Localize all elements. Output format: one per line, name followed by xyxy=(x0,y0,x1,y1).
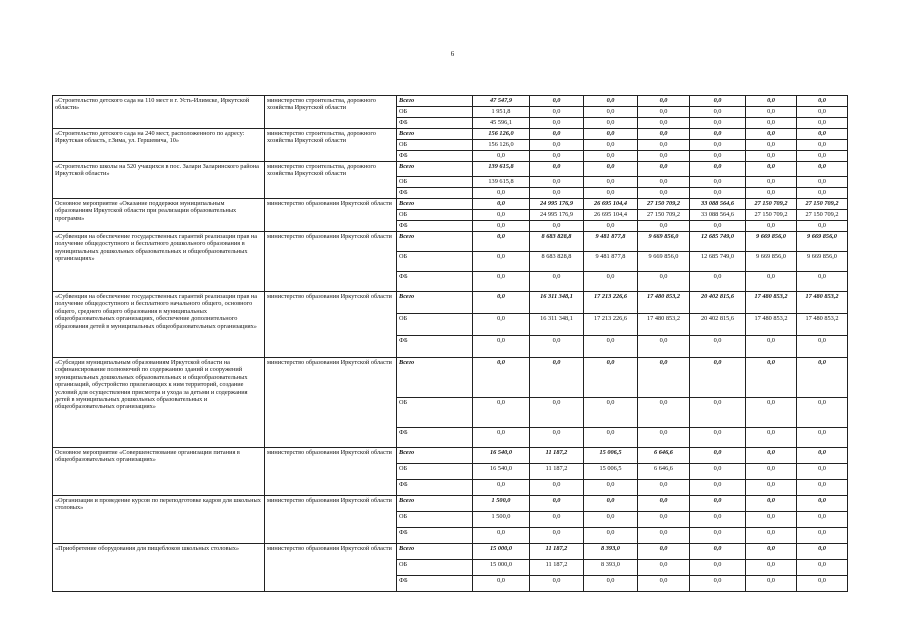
amount-cell: 0,0 xyxy=(797,544,848,560)
amount-cell: 0,0 xyxy=(638,398,690,428)
amount-cell: 0,0 xyxy=(584,528,638,544)
amount-cell: 12 685 749,0 xyxy=(690,232,746,252)
amount-cell: 0,0 xyxy=(638,118,690,129)
amount-cell: 0,0 xyxy=(746,428,797,448)
amount-cell: 15 006,5 xyxy=(584,448,638,464)
amount-cell: 11 187,2 xyxy=(530,448,584,464)
amount-cell: 0,0 xyxy=(530,188,584,199)
amount-cell: 0,0 xyxy=(638,528,690,544)
amount-cell: 0,0 xyxy=(530,177,584,188)
amount-cell: 0,0 xyxy=(797,358,848,398)
amount-cell: 0,0 xyxy=(584,480,638,496)
amount-cell: 27 150 709,2 xyxy=(746,199,797,210)
funding-source: ФБ xyxy=(397,221,473,232)
amount-cell: 0,0 xyxy=(473,314,530,336)
amount-cell: 0,0 xyxy=(797,428,848,448)
funding-source: ФБ xyxy=(397,151,473,162)
amount-cell: 0,0 xyxy=(473,221,530,232)
table-row-total xyxy=(53,292,848,314)
amount-cell: 0,0 xyxy=(473,252,530,272)
amount-cell: 11 187,2 xyxy=(530,544,584,560)
funding-source: Всего xyxy=(397,162,473,177)
executor-name: министерство образования Иркутской области xyxy=(265,358,397,448)
amount-cell: 17 213 226,6 xyxy=(584,314,638,336)
amount-cell: 0,0 xyxy=(638,560,690,576)
amount-cell: 0,0 xyxy=(797,528,848,544)
table-row-total xyxy=(53,358,848,398)
activity-name: «Субвенция на обеспечение государственных гарантий реализации прав на получение общедоступного и бесплатного начального общего, основного общего, среднего общего образования в муниципальных общеобразовательных организациях, обеспечение дополнительного образования детей в муниципальных общеобразовательных организациях» xyxy=(53,292,265,358)
amount-cell: 0,0 xyxy=(797,398,848,428)
amount-cell: 0,0 xyxy=(746,151,797,162)
amount-cell: 0,0 xyxy=(473,199,530,210)
funding-source: ОБ xyxy=(397,560,473,576)
amount-cell: 0,0 xyxy=(690,107,746,118)
funding-source: ФБ xyxy=(397,336,473,358)
amount-cell: 0,0 xyxy=(690,358,746,398)
amount-cell: 9 669 856,0 xyxy=(638,232,690,252)
funding-source: Всего xyxy=(397,232,473,252)
amount-cell: 0,0 xyxy=(797,560,848,576)
amount-cell: 0,0 xyxy=(797,151,848,162)
amount-cell: 24 995 176,9 xyxy=(530,210,584,221)
amount-cell: 139 615,8 xyxy=(473,177,530,188)
amount-cell: 0,0 xyxy=(638,107,690,118)
amount-cell: 0,0 xyxy=(690,528,746,544)
amount-cell: 0,0 xyxy=(797,107,848,118)
amount-cell: 0,0 xyxy=(797,464,848,480)
amount-cell: 0,0 xyxy=(638,480,690,496)
amount-cell: 33 088 564,6 xyxy=(690,210,746,221)
amount-cell: 26 695 104,4 xyxy=(584,210,638,221)
funding-source: ОБ xyxy=(397,140,473,151)
amount-cell: 0,0 xyxy=(797,448,848,464)
amount-cell: 0,0 xyxy=(746,336,797,358)
activity-name: Основное мероприятие «Оказание поддержки муниципальным образованиям Иркутской области при реализации образовательных программ» xyxy=(53,199,265,232)
amount-cell: 0,0 xyxy=(530,96,584,107)
amount-cell: 0,0 xyxy=(473,232,530,252)
amount-cell: 0,0 xyxy=(584,129,638,140)
executor-name: министерство образования Иркутской области xyxy=(265,232,397,292)
amount-cell: 0,0 xyxy=(530,428,584,448)
amount-cell: 0,0 xyxy=(473,428,530,448)
amount-cell: 0,0 xyxy=(638,496,690,512)
amount-cell: 15 006,5 xyxy=(584,464,638,480)
funding-source: ФБ xyxy=(397,528,473,544)
amount-cell: 16 540,0 xyxy=(473,448,530,464)
amount-cell: 0,0 xyxy=(690,464,746,480)
funding-source: ОБ xyxy=(397,210,473,221)
amount-cell: 0,0 xyxy=(473,528,530,544)
amount-cell: 0,0 xyxy=(690,221,746,232)
amount-cell: 0,0 xyxy=(797,140,848,151)
amount-cell: 0,0 xyxy=(638,140,690,151)
amount-cell: 0,0 xyxy=(746,512,797,528)
amount-cell: 0,0 xyxy=(746,576,797,592)
amount-cell: 0,0 xyxy=(690,544,746,560)
amount-cell: 0,0 xyxy=(530,480,584,496)
activity-name: «Приобретение оборудования для пищеблоков школьных столовых» xyxy=(53,544,265,592)
activity-name: «Строительство детского сада на 240 мест, расположенного по адресу: Иркутская область, г.Зима, ул. Гершевича, 10» xyxy=(53,129,265,162)
amount-cell: 0,0 xyxy=(638,96,690,107)
amount-cell: 45 596,1 xyxy=(473,118,530,129)
amount-cell: 0,0 xyxy=(746,221,797,232)
amount-cell: 0,0 xyxy=(638,188,690,199)
amount-cell: 27 150 709,2 xyxy=(797,199,848,210)
amount-cell: 0,0 xyxy=(473,480,530,496)
amount-cell: 27 150 709,2 xyxy=(797,210,848,221)
funding-source: ФБ xyxy=(397,480,473,496)
amount-cell: 0,0 xyxy=(746,96,797,107)
executor-name: министерство строительства, дорожного хозяйства Иркутской области xyxy=(265,129,397,162)
amount-cell: 0,0 xyxy=(746,358,797,398)
amount-cell: 0,0 xyxy=(530,398,584,428)
amount-cell: 0,0 xyxy=(473,358,530,398)
funding-source: ОБ xyxy=(397,107,473,118)
amount-cell: 0,0 xyxy=(797,188,848,199)
amount-cell: 0,0 xyxy=(638,336,690,358)
amount-cell: 0,0 xyxy=(690,118,746,129)
amount-cell: 0,0 xyxy=(746,188,797,199)
amount-cell: 8 683 828,8 xyxy=(530,252,584,272)
amount-cell: 24 995 176,9 xyxy=(530,199,584,210)
amount-cell: 0,0 xyxy=(638,428,690,448)
budget-table-body xyxy=(53,96,848,592)
funding-source: Всего xyxy=(397,292,473,314)
table-row-total xyxy=(53,232,848,252)
funding-source: ОБ xyxy=(397,398,473,428)
funding-source: Всего xyxy=(397,496,473,512)
amount-cell: 9 481 877,8 xyxy=(584,232,638,252)
amount-cell: 0,0 xyxy=(584,272,638,292)
amount-cell: 0,0 xyxy=(746,464,797,480)
table-row-total xyxy=(53,96,848,107)
amount-cell: 0,0 xyxy=(473,210,530,221)
amount-cell: 0,0 xyxy=(690,428,746,448)
amount-cell: 27 150 709,2 xyxy=(746,210,797,221)
amount-cell: 0,0 xyxy=(638,358,690,398)
amount-cell: 0,0 xyxy=(746,107,797,118)
funding-source: ОБ xyxy=(397,314,473,336)
amount-cell: 0,0 xyxy=(797,272,848,292)
funding-source: ФБ xyxy=(397,118,473,129)
amount-cell: 0,0 xyxy=(746,544,797,560)
amount-cell: 0,0 xyxy=(746,129,797,140)
amount-cell: 6 646,6 xyxy=(638,448,690,464)
amount-cell: 26 695 104,4 xyxy=(584,199,638,210)
amount-cell: 0,0 xyxy=(797,129,848,140)
amount-cell: 0,0 xyxy=(746,272,797,292)
amount-cell: 0,0 xyxy=(473,398,530,428)
amount-cell: 0,0 xyxy=(746,448,797,464)
amount-cell: 17 480 853,2 xyxy=(797,292,848,314)
amount-cell: 0,0 xyxy=(473,576,530,592)
amount-cell: 0,0 xyxy=(473,292,530,314)
amount-cell: 11 187,2 xyxy=(530,560,584,576)
amount-cell: 0,0 xyxy=(530,512,584,528)
amount-cell: 0,0 xyxy=(797,177,848,188)
amount-cell: 0,0 xyxy=(797,496,848,512)
amount-cell: 0,0 xyxy=(584,576,638,592)
amount-cell: 8 393,0 xyxy=(584,560,638,576)
executor-name: министерство образования Иркутской области xyxy=(265,448,397,496)
amount-cell: 0,0 xyxy=(690,96,746,107)
table-row-total xyxy=(53,448,848,464)
funding-source: Всего xyxy=(397,199,473,210)
amount-cell: 0,0 xyxy=(638,272,690,292)
amount-cell: 0,0 xyxy=(746,398,797,428)
amount-cell: 0,0 xyxy=(584,107,638,118)
amount-cell: 0,0 xyxy=(690,151,746,162)
amount-cell: 0,0 xyxy=(690,398,746,428)
amount-cell: 0,0 xyxy=(690,576,746,592)
amount-cell: 0,0 xyxy=(638,221,690,232)
amount-cell: 0,0 xyxy=(584,162,638,177)
amount-cell: 0,0 xyxy=(473,336,530,358)
amount-cell: 8 683 828,8 xyxy=(530,232,584,252)
funding-source: ФБ xyxy=(397,188,473,199)
amount-cell: 0,0 xyxy=(584,96,638,107)
amount-cell: 1 500,0 xyxy=(473,496,530,512)
funding-source: ФБ xyxy=(397,272,473,292)
amount-cell: 1 500,0 xyxy=(473,512,530,528)
amount-cell: 0,0 xyxy=(530,140,584,151)
amount-cell: 0,0 xyxy=(473,151,530,162)
amount-cell: 0,0 xyxy=(530,129,584,140)
amount-cell: 17 480 853,2 xyxy=(638,292,690,314)
executor-name: министерство образования Иркутской области xyxy=(265,292,397,358)
amount-cell: 0,0 xyxy=(690,162,746,177)
funding-source: ОБ xyxy=(397,177,473,188)
amount-cell: 47 547,9 xyxy=(473,96,530,107)
amount-cell: 0,0 xyxy=(530,107,584,118)
amount-cell: 33 088 564,6 xyxy=(690,199,746,210)
amount-cell: 0,0 xyxy=(690,188,746,199)
amount-cell: 0,0 xyxy=(530,336,584,358)
amount-cell: 0,0 xyxy=(638,512,690,528)
amount-cell: 9 669 856,0 xyxy=(638,252,690,272)
funding-source: ОБ xyxy=(397,464,473,480)
amount-cell: 0,0 xyxy=(690,560,746,576)
amount-cell: 0,0 xyxy=(530,272,584,292)
amount-cell: 0,0 xyxy=(584,177,638,188)
amount-cell: 0,0 xyxy=(584,336,638,358)
amount-cell: 0,0 xyxy=(746,528,797,544)
amount-cell: 0,0 xyxy=(690,448,746,464)
amount-cell: 0,0 xyxy=(638,162,690,177)
amount-cell: 0,0 xyxy=(746,118,797,129)
amount-cell: 0,0 xyxy=(797,162,848,177)
amount-cell: 0,0 xyxy=(797,96,848,107)
amount-cell: 0,0 xyxy=(584,358,638,398)
activity-name: «Строительство школы на 520 учащихся в пос. Залари Заларинского района Иркутской области» xyxy=(53,162,265,199)
funding-source: ФБ xyxy=(397,428,473,448)
amount-cell: 8 393,0 xyxy=(584,544,638,560)
executor-name: министерство строительства, дорожного хозяйства Иркутской области xyxy=(265,162,397,199)
amount-cell: 0,0 xyxy=(584,496,638,512)
amount-cell: 0,0 xyxy=(530,151,584,162)
amount-cell: 17 480 853,2 xyxy=(746,314,797,336)
funding-source: ФБ xyxy=(397,576,473,592)
amount-cell: 1 951,8 xyxy=(473,107,530,118)
table-row-total xyxy=(53,162,848,177)
amount-cell: 0,0 xyxy=(473,272,530,292)
amount-cell: 20 402 815,6 xyxy=(690,292,746,314)
amount-cell: 0,0 xyxy=(530,221,584,232)
amount-cell: 0,0 xyxy=(530,496,584,512)
amount-cell: 0,0 xyxy=(690,496,746,512)
amount-cell: 0,0 xyxy=(584,151,638,162)
amount-cell: 9 669 856,0 xyxy=(797,232,848,252)
funding-source: ОБ xyxy=(397,512,473,528)
amount-cell: 17 213 226,6 xyxy=(584,292,638,314)
amount-cell: 11 187,2 xyxy=(530,464,584,480)
executor-name: министерство образования Иркутской области xyxy=(265,199,397,232)
amount-cell: 16 540,0 xyxy=(473,464,530,480)
amount-cell: 0,0 xyxy=(584,221,638,232)
amount-cell: 0,0 xyxy=(690,129,746,140)
amount-cell: 0,0 xyxy=(638,177,690,188)
amount-cell: 17 480 853,2 xyxy=(746,292,797,314)
amount-cell: 0,0 xyxy=(638,576,690,592)
executor-name: министерство образования Иркутской области xyxy=(265,496,397,544)
budget-table xyxy=(52,95,848,592)
amount-cell: 16 311 348,1 xyxy=(530,314,584,336)
amount-cell: 0,0 xyxy=(638,151,690,162)
amount-cell: 0,0 xyxy=(746,560,797,576)
amount-cell: 0,0 xyxy=(584,140,638,151)
activity-name: Основное мероприятие «Совершенствование организации питания в общеобразовательных организациях» xyxy=(53,448,265,496)
funding-source: Всего xyxy=(397,448,473,464)
amount-cell: 17 480 853,2 xyxy=(638,314,690,336)
amount-cell: 0,0 xyxy=(797,480,848,496)
amount-cell: 9 669 856,0 xyxy=(746,252,797,272)
amount-cell: 139 615,8 xyxy=(473,162,530,177)
executor-name: министерство строительства, дорожного хозяйства Иркутской области xyxy=(265,96,397,129)
activity-name: «Строительство детского сада на 110 мест в г. Усть-Илимске, Иркутской области» xyxy=(53,96,265,129)
amount-cell: 0,0 xyxy=(690,512,746,528)
amount-cell: 0,0 xyxy=(797,512,848,528)
amount-cell: 15 000,0 xyxy=(473,544,530,560)
amount-cell: 0,0 xyxy=(746,177,797,188)
amount-cell: 0,0 xyxy=(530,528,584,544)
executor-name: министерство образования Иркутской области xyxy=(265,544,397,592)
amount-cell: 27 150 709,2 xyxy=(638,199,690,210)
amount-cell: 0,0 xyxy=(797,118,848,129)
amount-cell: 9 669 856,0 xyxy=(746,232,797,252)
activity-name: «Субвенция на обеспечение государственных гарантий реализации прав на получение общедоступного и бесплатного дошкольного образования в муниципальных дошкольных образовательных и общеобразовательных организациях» xyxy=(53,232,265,292)
amount-cell: 0,0 xyxy=(746,162,797,177)
table-row-total xyxy=(53,496,848,512)
amount-cell: 156 126,0 xyxy=(473,129,530,140)
amount-cell: 0,0 xyxy=(690,480,746,496)
amount-cell: 0,0 xyxy=(473,188,530,199)
amount-cell: 0,0 xyxy=(530,162,584,177)
table-row-total xyxy=(53,129,848,140)
table-row-total xyxy=(53,544,848,560)
activity-name: «Организация и проведение курсов по переподготовке кадров для школьных столовых» xyxy=(53,496,265,544)
amount-cell: 0,0 xyxy=(746,140,797,151)
amount-cell: 0,0 xyxy=(530,118,584,129)
funding-source: Всего xyxy=(397,129,473,140)
funding-source: ОБ xyxy=(397,252,473,272)
funding-source: Всего xyxy=(397,96,473,107)
amount-cell: 0,0 xyxy=(638,544,690,560)
funding-source: Всего xyxy=(397,544,473,560)
amount-cell: 9 481 877,8 xyxy=(584,252,638,272)
amount-cell: 9 669 856,0 xyxy=(797,252,848,272)
amount-cell: 0,0 xyxy=(530,576,584,592)
amount-cell: 0,0 xyxy=(584,428,638,448)
amount-cell: 0,0 xyxy=(584,188,638,199)
amount-cell: 0,0 xyxy=(690,177,746,188)
activity-name: «Субсидии муниципальным образованиям Иркутской области на софинансирование полномочий по содержанию зданий и сооружений муниципальных дошкольных образовательных и общеобразовательных организаций, обустройство прилегающих к ним территорий, создание условий для осуществления присмотра и ухода за детьми и содержания детей в муниципальных дошкольных образовательных и общеобразовательных организациях» xyxy=(53,358,265,448)
amount-cell: 0,0 xyxy=(746,480,797,496)
amount-cell: 0,0 xyxy=(690,336,746,358)
amount-cell: 0,0 xyxy=(584,118,638,129)
page-number: 6 xyxy=(450,50,455,58)
amount-cell: 0,0 xyxy=(530,358,584,398)
amount-cell: 0,0 xyxy=(638,129,690,140)
amount-cell: 0,0 xyxy=(797,221,848,232)
amount-cell: 0,0 xyxy=(797,576,848,592)
amount-cell: 20 402 815,6 xyxy=(690,314,746,336)
amount-cell: 0,0 xyxy=(690,140,746,151)
amount-cell: 156 126,0 xyxy=(473,140,530,151)
amount-cell: 0,0 xyxy=(584,512,638,528)
amount-cell: 0,0 xyxy=(690,272,746,292)
amount-cell: 0,0 xyxy=(746,496,797,512)
amount-cell: 16 311 348,1 xyxy=(530,292,584,314)
amount-cell: 0,0 xyxy=(797,336,848,358)
amount-cell: 6 646,6 xyxy=(638,464,690,480)
amount-cell: 27 150 709,2 xyxy=(638,210,690,221)
amount-cell: 17 480 853,2 xyxy=(797,314,848,336)
amount-cell: 0,0 xyxy=(584,398,638,428)
amount-cell: 15 000,0 xyxy=(473,560,530,576)
funding-source: Всего xyxy=(397,358,473,398)
table-row-total xyxy=(53,199,848,210)
amount-cell: 12 685 749,0 xyxy=(690,252,746,272)
